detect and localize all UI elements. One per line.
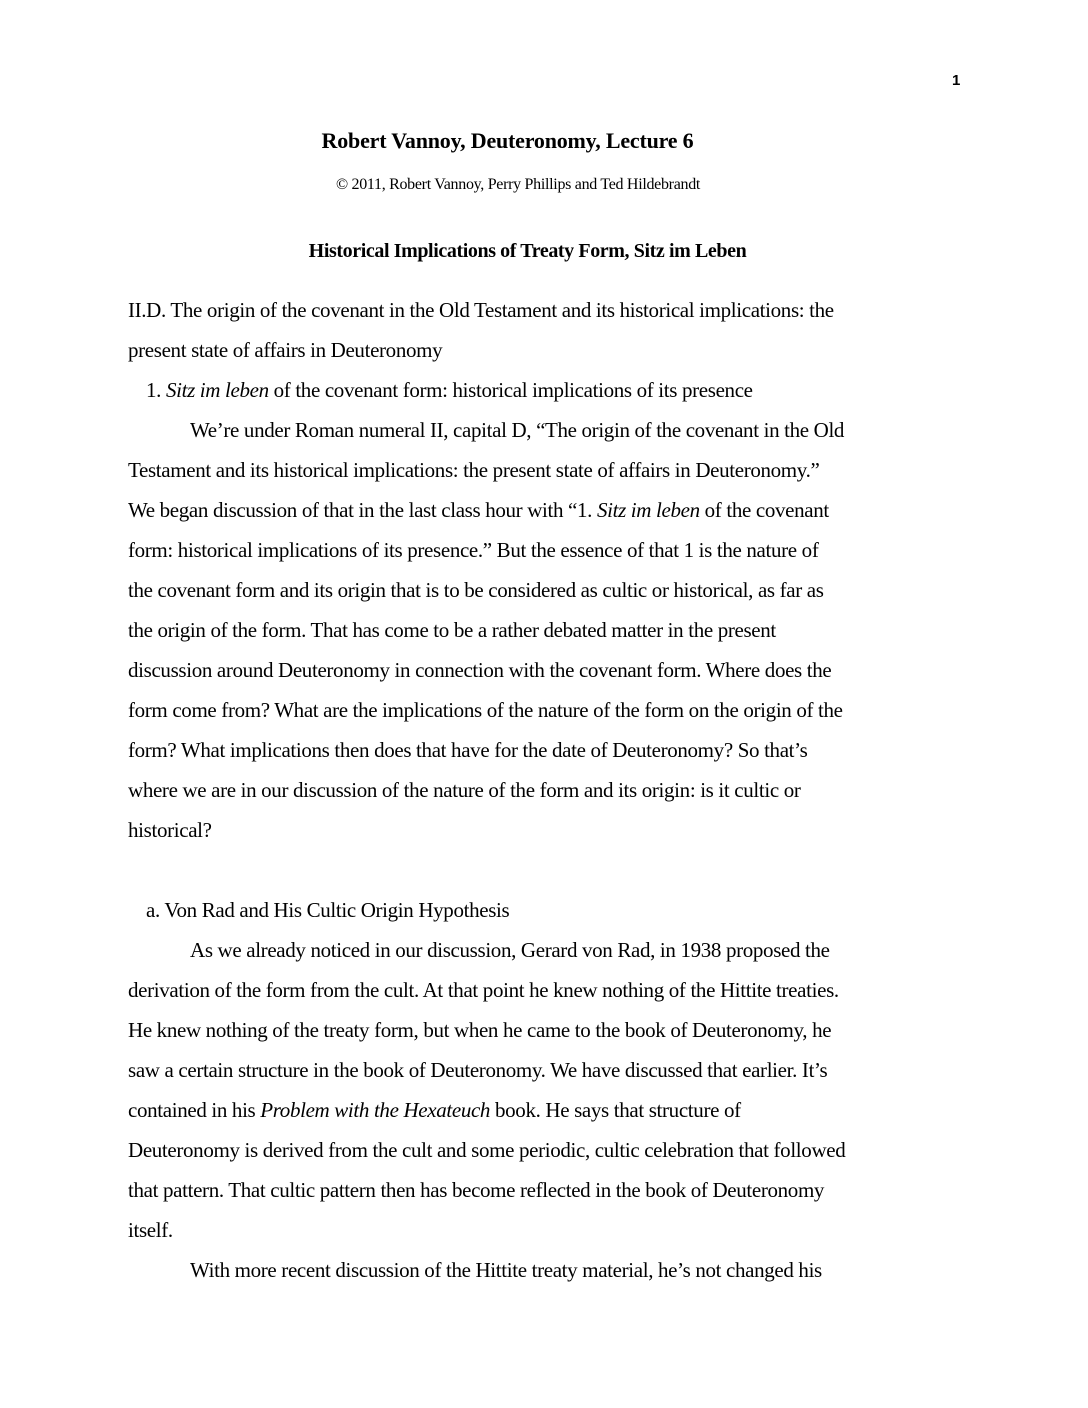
- point-number: 1.: [146, 378, 166, 402]
- paragraph-line: that pattern. That cultic pattern then has become reflected in the book of Deuteronomy: [128, 1178, 825, 1202]
- paragraph-line: As we already noticed in our discussion, Gerard von Rad, in 1938 proposed the: [190, 938, 830, 962]
- paragraph-3: [128, 1250, 958, 1290]
- subsection-a: [128, 890, 958, 930]
- point-italic-term: Sitz im leben: [165, 378, 269, 402]
- paragraph-1: [128, 410, 958, 850]
- italic-term: Sitz im leben: [596, 498, 700, 522]
- paragraph-line: With more recent discussion of the Hittite treaty material, he’s not changed his: [190, 1258, 822, 1282]
- paragraph-line: itself.: [128, 1218, 173, 1242]
- document-title: Robert Vannoy, Deuteronomy, Lecture 6: [321, 128, 694, 153]
- point-text: of the covenant form: historical implications of its presence: [268, 378, 753, 402]
- line-text: contained in his: [128, 1098, 261, 1122]
- paragraph-line: He knew nothing of the treaty form, but when he came to the book of Deuteronomy, he: [128, 1018, 832, 1042]
- line-text: book. He says that structure of: [490, 1098, 741, 1122]
- outline-point-1: [128, 370, 958, 410]
- section-heading-line: present state of affairs in Deuteronomy: [128, 338, 443, 362]
- lecture-subtitle: Historical Implications of Treaty Form, Sitz im Leben: [308, 240, 747, 262]
- paragraph-line: We’re under Roman numeral II, capital D, “The origin of the covenant in the Old: [190, 418, 845, 442]
- line-text: We began discussion of that in the last class hour with “1.: [128, 498, 597, 522]
- paragraph-line: the origin of the form. That has come to be a rather debated matter in the present: [128, 618, 776, 642]
- paragraph-line: where we are in our discussion of the nature of the form and its origin: is it cultic or: [128, 778, 801, 802]
- paragraph-line: discussion around Deuteronomy in connection with the covenant form. Where does the: [128, 658, 832, 682]
- paragraph-line: derivation of the form from the cult. At that point he knew nothing of the Hittite treaties.: [128, 978, 839, 1002]
- paragraph-line: Testament and its historical implications: the present state of affairs in Deuteronomy.”: [128, 458, 820, 482]
- paragraph-line: saw a certain structure in the book of Deuteronomy. We have discussed that earlier. It’s: [128, 1058, 828, 1082]
- section-heading: [128, 290, 958, 410]
- book-title: Problem with the Hexateuch: [260, 1098, 491, 1122]
- section-heading-line: II.D. The origin of the covenant in the Old Testament and its historical implications: the: [128, 298, 834, 322]
- paragraph-line: form: historical implications of its presence.” But the essence of that 1 is the nature of: [128, 538, 819, 562]
- paragraph-2: [128, 930, 958, 1250]
- paragraph-line: [128, 1090, 958, 1130]
- paragraph-line: the covenant form and its origin that is to be considered as cultic or historical, as far as: [128, 578, 824, 602]
- paragraph-line: form? What implications then does that have for the date of Deuteronomy? So that’s: [128, 738, 808, 762]
- line-text: of the covenant: [699, 498, 829, 522]
- paragraph-line: Deuteronomy is derived from the cult and some periodic, cultic celebration that followed: [128, 1138, 846, 1162]
- subsection-heading: a. Von Rad and His Cultic Origin Hypothesis: [146, 898, 510, 922]
- paragraph-line: form come from? What are the implications of the nature of the form on the origin of the: [128, 698, 843, 722]
- paragraph-line: [128, 490, 958, 530]
- page-number: 1: [952, 72, 961, 89]
- copyright-notice: © 2011, Robert Vannoy, Perry Phillips and Ted Hildebrandt: [335, 176, 701, 193]
- paragraph-line: historical?: [128, 818, 212, 842]
